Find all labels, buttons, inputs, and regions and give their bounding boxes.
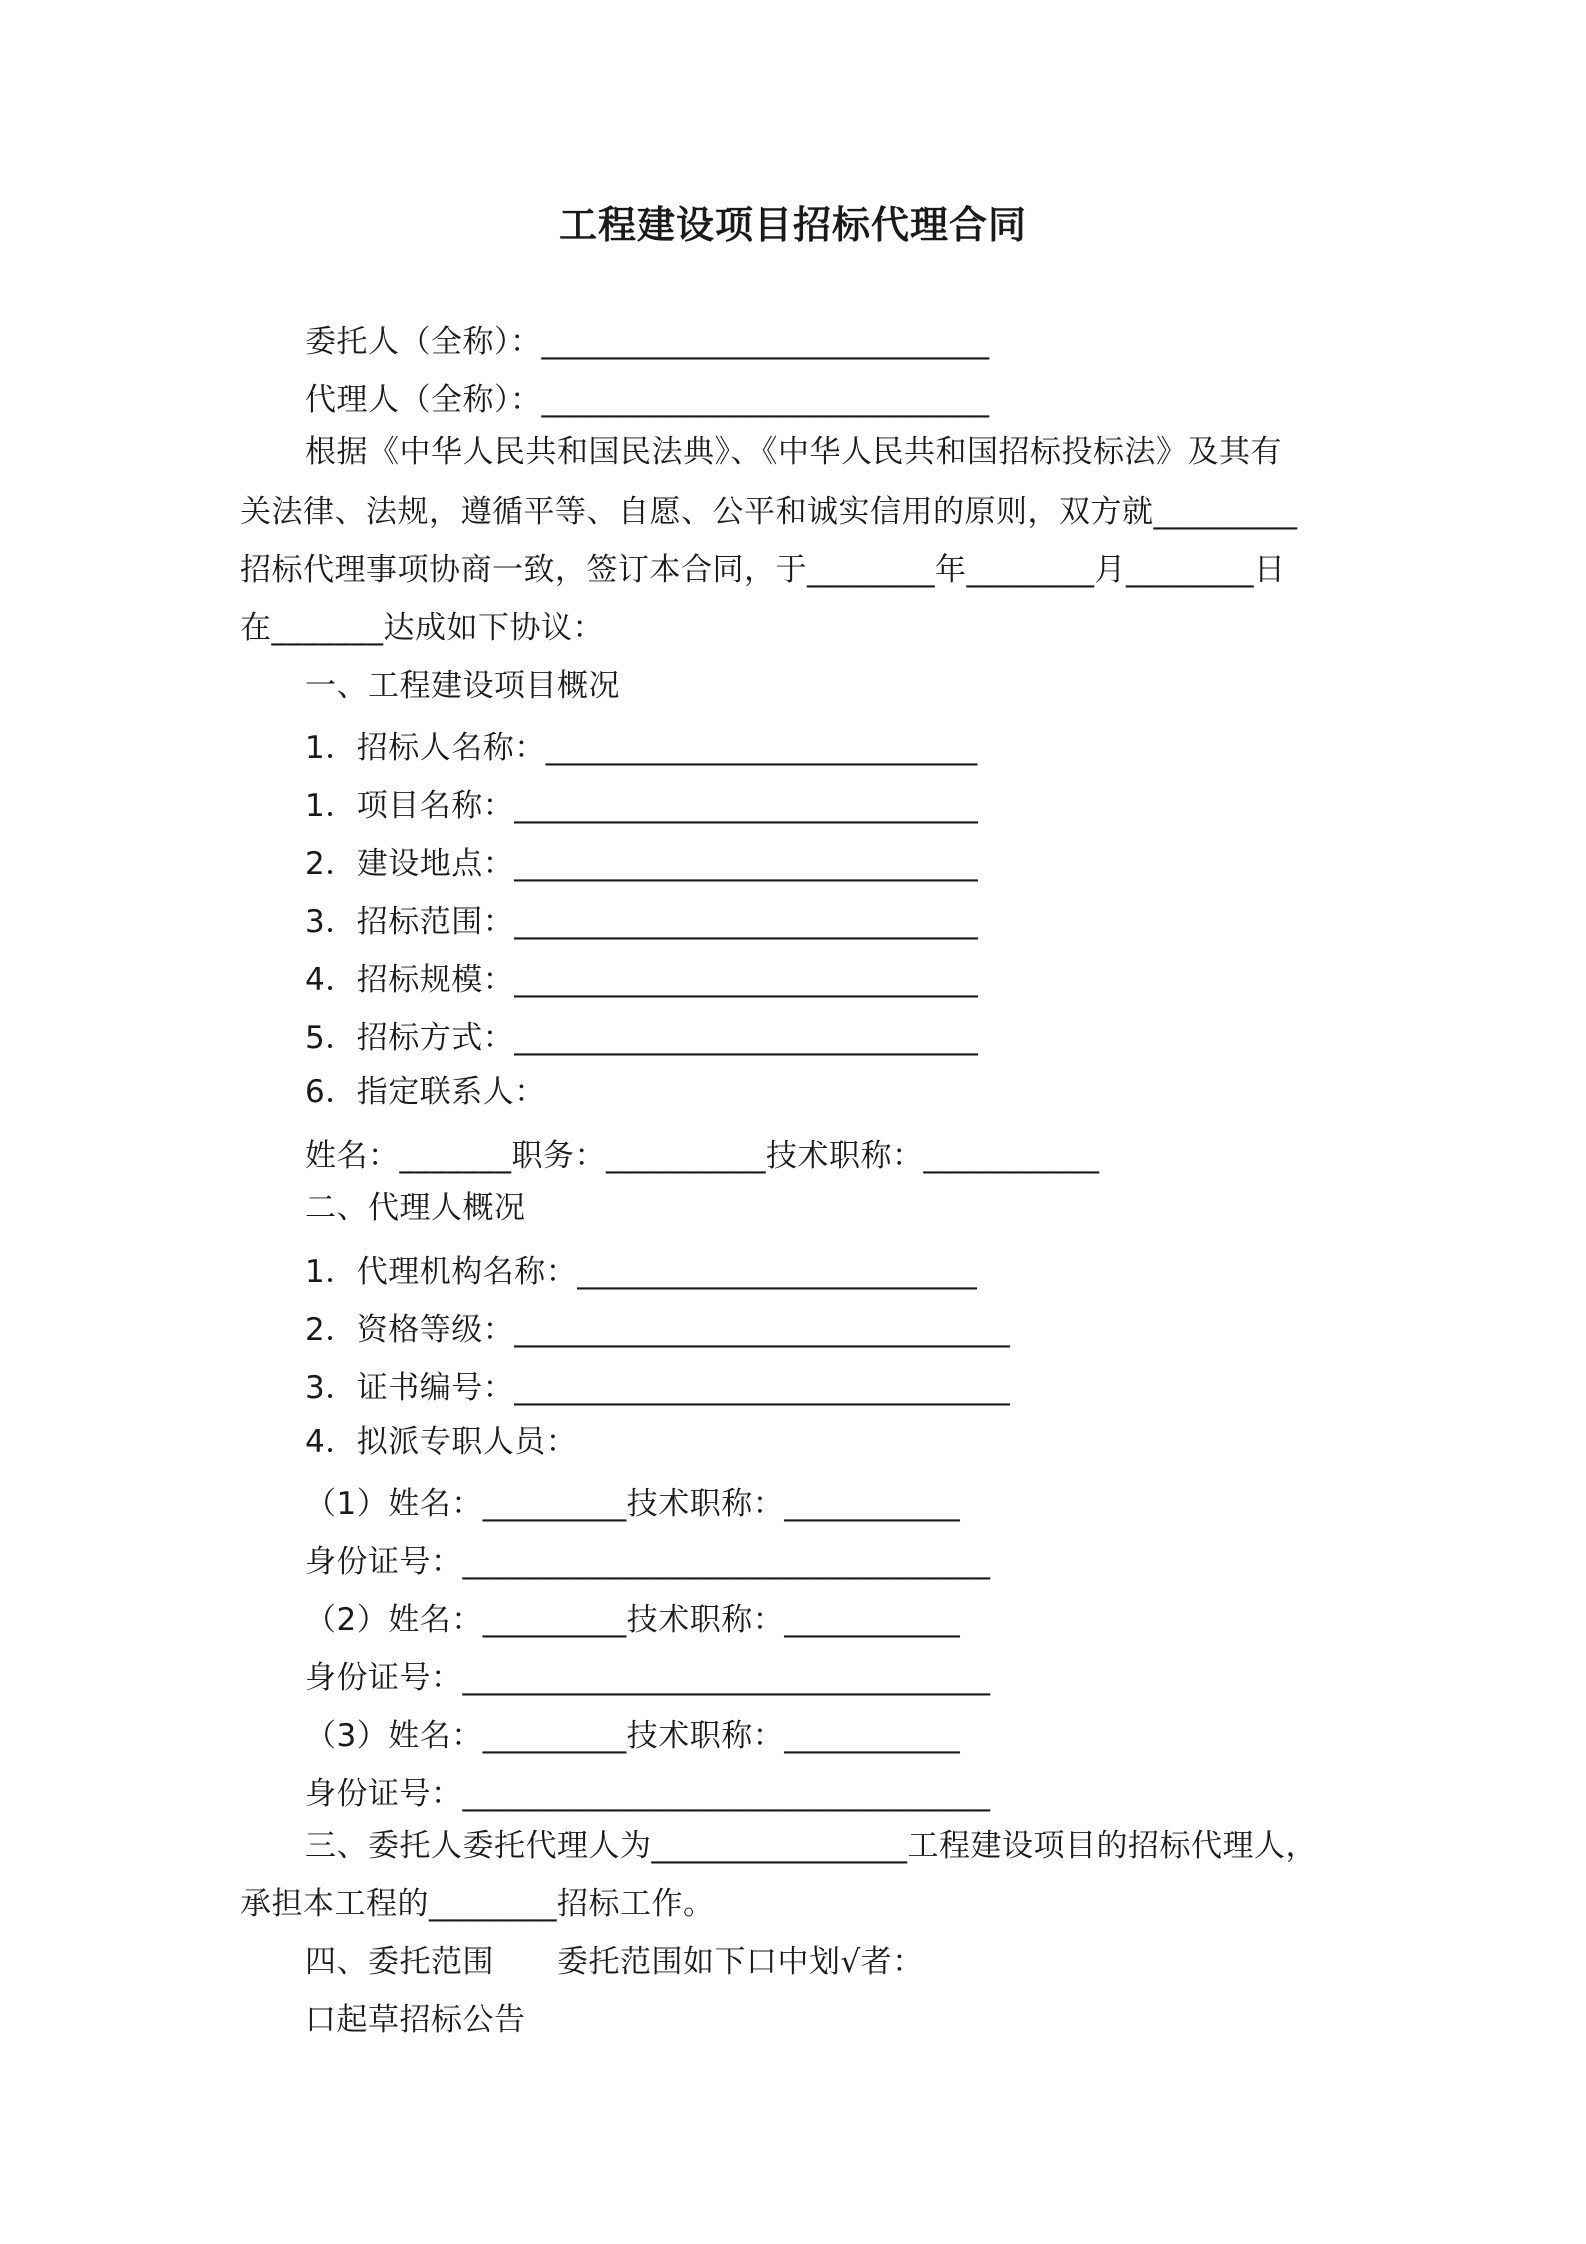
- section-1-item: 6．指定联系人：: [305, 1074, 546, 1110]
- staff-line: （2）姓名：_________技术职称：___________: [305, 1602, 961, 1638]
- section-2-item: 3．证书编号：_______________________________: [305, 1370, 1011, 1406]
- section-1-item: 4．招标规模：_____________________________: [305, 962, 979, 998]
- preamble-line-3: 招标代理事项协商一致，签订本合同，于________年________月________日: [240, 552, 1286, 588]
- section-1-item: 1．招标人名称：___________________________: [305, 730, 978, 766]
- section-1-item: 2．建设地点：_____________________________: [305, 846, 979, 882]
- section-2-item: 2．资格等级：_______________________________: [305, 1312, 1011, 1348]
- preamble-line-2: 关法律、法规，遵循平等、自愿、公平和诚实信用的原则，双方就_________: [240, 494, 1298, 530]
- document-title: 工程建设项目招标代理合同: [558, 203, 1027, 247]
- id-number-line: 身份证号：_________________________________: [305, 1544, 991, 1580]
- section-4-heading: 四、委托范围 委托范围如下口中划√者：: [305, 1944, 924, 1980]
- id-number-line: 身份证号：_________________________________: [305, 1660, 991, 1696]
- section-2-item: 4．拟派专职人员：: [305, 1424, 578, 1460]
- principal-line: 委托人（全称）：____________________________: [305, 324, 990, 360]
- staff-line: （1）姓名：_________技术职称：___________: [305, 1486, 961, 1522]
- section-1-item: 5．招标方式：_____________________________: [305, 1020, 979, 1056]
- staff-line: （3）姓名：_________技术职称：___________: [305, 1718, 961, 1754]
- section-1-item: 1．项目名称：_____________________________: [305, 788, 979, 824]
- agent-line: 代理人（全称）：____________________________: [305, 382, 990, 418]
- preamble-line-4: 在_______达成如下协议：: [240, 610, 604, 646]
- preamble-line-1: 根据《中华人民共和国民法典》、《中华人民共和国招标投标法》及其有: [305, 434, 1282, 470]
- checkbox-item: 口起草招标公告: [305, 2002, 526, 2038]
- section-1-item: 3．招标范围：_____________________________: [305, 904, 979, 940]
- section-2-item: 1．代理机构名称：_________________________: [305, 1254, 978, 1290]
- section-3-line-1: 三、委托人委托代理人为________________工程建设项目的招标代理人，: [305, 1828, 1317, 1864]
- section-2-heading: 二、代理人概况: [305, 1190, 526, 1226]
- id-number-line: 身份证号：_________________________________: [305, 1776, 991, 1812]
- section-1-heading: 一、工程建设项目概况: [305, 668, 620, 704]
- section-3-line-2: 承担本工程的________招标工作。: [240, 1886, 715, 1922]
- contact-details-line: 姓名：_______职务：__________技术职称：___________: [305, 1138, 1100, 1174]
